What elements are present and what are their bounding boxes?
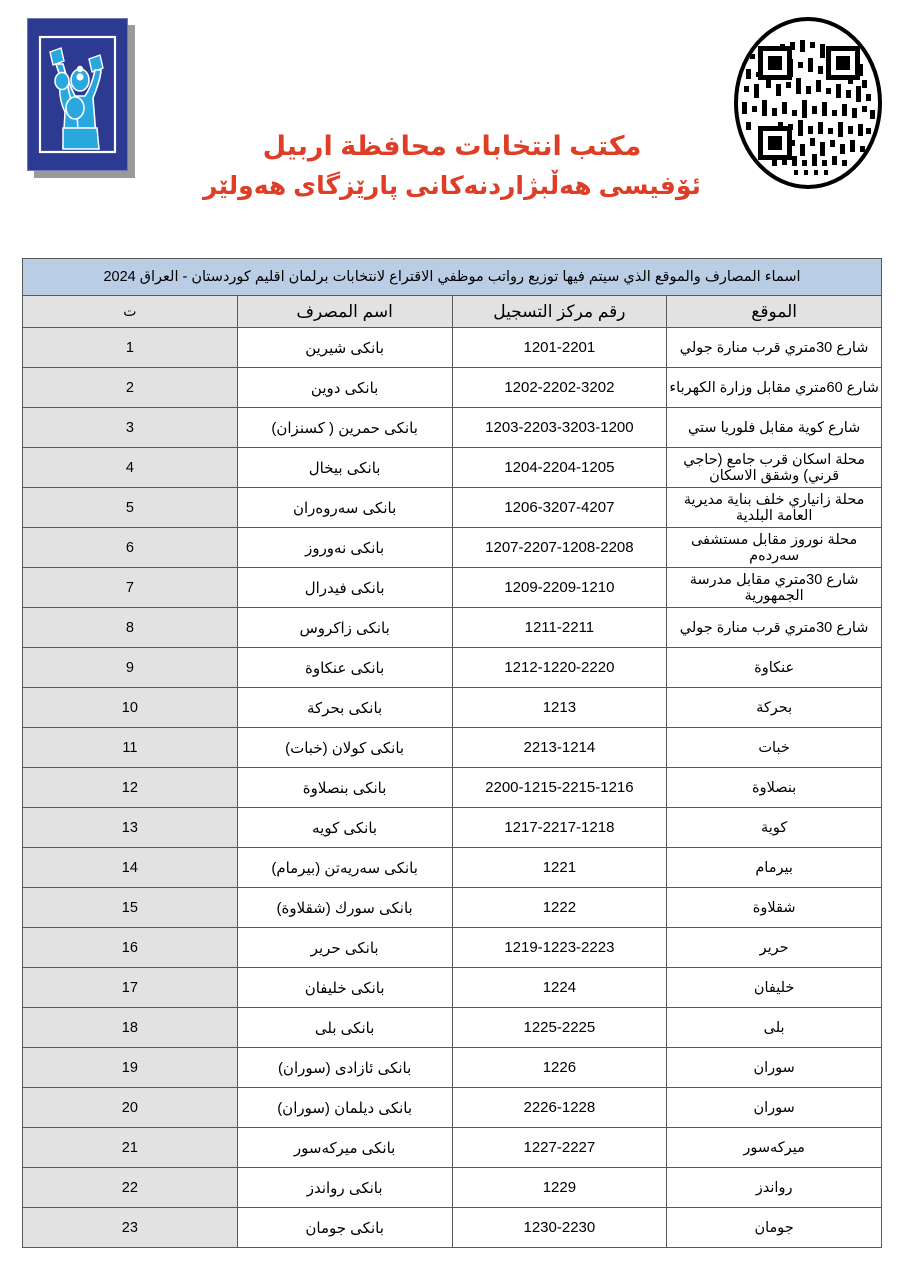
table-row: [23, 328, 882, 368]
cell-location: میركەسور: [667, 1128, 882, 1168]
cell-registration: 1211-2211: [452, 608, 667, 648]
cell-index: 19: [23, 1048, 238, 1088]
table-body: [23, 328, 882, 1248]
cell-index: 15: [23, 888, 238, 928]
table-row: [23, 648, 882, 688]
cell-location: شارع 30متري قرب منارة جولي: [667, 328, 882, 368]
cell-location: بنصلاوة: [667, 768, 882, 808]
cell-bank-name: بانكی دیلمان (سوران): [237, 1088, 452, 1128]
cell-location: شارع 60متري مقابل وزارة الكهرباء: [667, 368, 882, 408]
cell-index: 16: [23, 928, 238, 968]
cell-index: 20: [23, 1088, 238, 1128]
table-row: [23, 488, 882, 528]
cell-bank-name: بانكی جومان: [237, 1208, 452, 1248]
cell-registration: 1230-2230: [452, 1208, 667, 1248]
cell-registration: 1204-2204-1205: [452, 448, 667, 488]
table-column-header-row: [23, 296, 882, 328]
banks-table-container: [22, 258, 882, 1248]
table-row: [23, 528, 882, 568]
cell-registration: 2213-1214: [452, 728, 667, 768]
cell-bank-name: بانكی دوین: [237, 368, 452, 408]
table-row: [23, 968, 882, 1008]
cell-index: 5: [23, 488, 238, 528]
table-row: [23, 888, 882, 928]
cell-registration: 1219-1223-2223: [452, 928, 667, 968]
cell-bank-name: بانكی بحركة: [237, 688, 452, 728]
cell-registration: 1209-2209-1210: [452, 568, 667, 608]
cell-index: 21: [23, 1128, 238, 1168]
table-row: [23, 1008, 882, 1048]
table-head: [23, 259, 882, 328]
cell-index: 9: [23, 648, 238, 688]
cell-bank-name: بانكی سورك (شقلاوة): [237, 888, 452, 928]
cell-index: 3: [23, 408, 238, 448]
cell-location: خليفان: [667, 968, 882, 1008]
cell-location: خبات: [667, 728, 882, 768]
table-row: [23, 1088, 882, 1128]
cell-index: 23: [23, 1208, 238, 1248]
table-row: [23, 848, 882, 888]
cell-index: 7: [23, 568, 238, 608]
cell-location: شارع كوية مقابل فلوريا ستي: [667, 408, 882, 448]
cell-location: سوران: [667, 1088, 882, 1128]
cell-index: 10: [23, 688, 238, 728]
page-header: [0, 0, 904, 245]
cell-index: 22: [23, 1168, 238, 1208]
cell-index: 18: [23, 1008, 238, 1048]
cell-bank-name: بانكی رواندز: [237, 1168, 452, 1208]
cell-location: سوران: [667, 1048, 882, 1088]
cell-registration: 1222: [452, 888, 667, 928]
cell-location: بيرمام: [667, 848, 882, 888]
cell-registration: 1203-2203-3203-1200: [452, 408, 667, 448]
cell-location: شارع 30متري قرب منارة جولي: [667, 608, 882, 648]
cell-registration: 1207-2207-1208-2208: [452, 528, 667, 568]
cell-registration: 1212-1220-2220: [452, 648, 667, 688]
cell-registration: 2226-1228: [452, 1088, 667, 1128]
cell-location: رواندز: [667, 1168, 882, 1208]
cell-location: محلة نوروز مقابل مستشفى سەردەم: [667, 528, 882, 568]
cell-location: بلی: [667, 1008, 882, 1048]
cell-registration: 1202-2202-3202: [452, 368, 667, 408]
table-row: [23, 1168, 882, 1208]
column-header-index: ت: [23, 296, 238, 328]
cell-location: عنكاوة: [667, 648, 882, 688]
cell-registration: 1217-2217-1218: [452, 808, 667, 848]
cell-bank-name: بانكی زاكروس: [237, 608, 452, 648]
cell-index: 6: [23, 528, 238, 568]
cell-location: شارع 30متري مقابل مدرسة الجمهورية: [667, 568, 882, 608]
column-header-location: الموقع: [667, 296, 882, 328]
cell-bank-name: بانكی نەوروز: [237, 528, 452, 568]
table-row: [23, 1128, 882, 1168]
cell-registration: 1213: [452, 688, 667, 728]
page-title-arabic: مكتب انتخابات محافظة اربيل: [262, 131, 642, 161]
table-row: [23, 448, 882, 488]
cell-location: جومان: [667, 1208, 882, 1248]
cell-bank-name: بانكی سەروەران: [237, 488, 452, 528]
cell-registration: 2200-1215-2215-1216: [452, 768, 667, 808]
cell-registration: 1227-2227: [452, 1128, 667, 1168]
column-header-bank: اسم المصرف: [237, 296, 452, 328]
cell-index: 11: [23, 728, 238, 768]
cell-bank-name: بانكی بلی: [237, 1008, 452, 1048]
cell-bank-name: بانكی سەریەتن (بیرمام): [237, 848, 452, 888]
cell-index: 4: [23, 448, 238, 488]
table-row: [23, 408, 882, 448]
table-banner-row: [23, 259, 882, 296]
table-row: [23, 1048, 882, 1088]
cell-bank-name: بانكی حریر: [237, 928, 452, 968]
title-block: [0, 128, 904, 204]
cell-bank-name: بانكی فیدرال: [237, 568, 452, 608]
cell-location: محلة زانياري خلف بناية مديرية العامة البلدية: [667, 488, 882, 528]
table-row: [23, 608, 882, 648]
banks-table: [22, 258, 882, 1248]
cell-bank-name: بانكی خلیفان: [237, 968, 452, 1008]
cell-location: محلة اسكان قرب جامع (حاجي قرني) وشقق الاسكان: [667, 448, 882, 488]
table-row: [23, 928, 882, 968]
cell-index: 13: [23, 808, 238, 848]
cell-bank-name: بانكی ئازادی (سوران): [237, 1048, 452, 1088]
cell-index: 8: [23, 608, 238, 648]
cell-location: حرير: [667, 928, 882, 968]
page-title-kurdish: ئۆفیسی هەڵبژاردنەکانی پارێزگای هەولێر: [203, 172, 701, 201]
cell-location: شقلاوة: [667, 888, 882, 928]
cell-index: 12: [23, 768, 238, 808]
table-row: [23, 768, 882, 808]
cell-bank-name: بانكی عنكاوة: [237, 648, 452, 688]
cell-registration: 1221: [452, 848, 667, 888]
cell-bank-name: بانكی بنصلاوة: [237, 768, 452, 808]
column-header-registration: رقم مركز التسجيل: [452, 296, 667, 328]
cell-bank-name: بانكی حمرين ( كسنزان): [237, 408, 452, 448]
cell-index: 17: [23, 968, 238, 1008]
cell-location: بحركة: [667, 688, 882, 728]
cell-location: كوية: [667, 808, 882, 848]
table-row: [23, 688, 882, 728]
table-row: [23, 568, 882, 608]
table-row: [23, 368, 882, 408]
cell-bank-name: بانكی میركەسور: [237, 1128, 452, 1168]
table-row: [23, 728, 882, 768]
cell-bank-name: بانكی كویە: [237, 808, 452, 848]
cell-bank-name: بانكی بیخال: [237, 448, 452, 488]
cell-registration: 1229: [452, 1168, 667, 1208]
cell-registration: 1206-3207-4207: [452, 488, 667, 528]
cell-index: 1: [23, 328, 238, 368]
cell-registration: 1224: [452, 968, 667, 1008]
cell-index: 14: [23, 848, 238, 888]
cell-index: 2: [23, 368, 238, 408]
cell-registration: 1225-2225: [452, 1008, 667, 1048]
table-row: [23, 1208, 882, 1248]
table-banner: اسماء المصارف والموقع الذي سيتم فيها توزيع رواتب موظفي الاقتراع لانتخابات برلمان اقليم كوردستان - العراق 2024: [23, 259, 882, 296]
cell-registration: 1226: [452, 1048, 667, 1088]
cell-bank-name: بانكی كولان (خبات): [237, 728, 452, 768]
cell-registration: 1201-2201: [452, 328, 667, 368]
cell-bank-name: بانكی شیرین: [237, 328, 452, 368]
table-row: [23, 808, 882, 848]
